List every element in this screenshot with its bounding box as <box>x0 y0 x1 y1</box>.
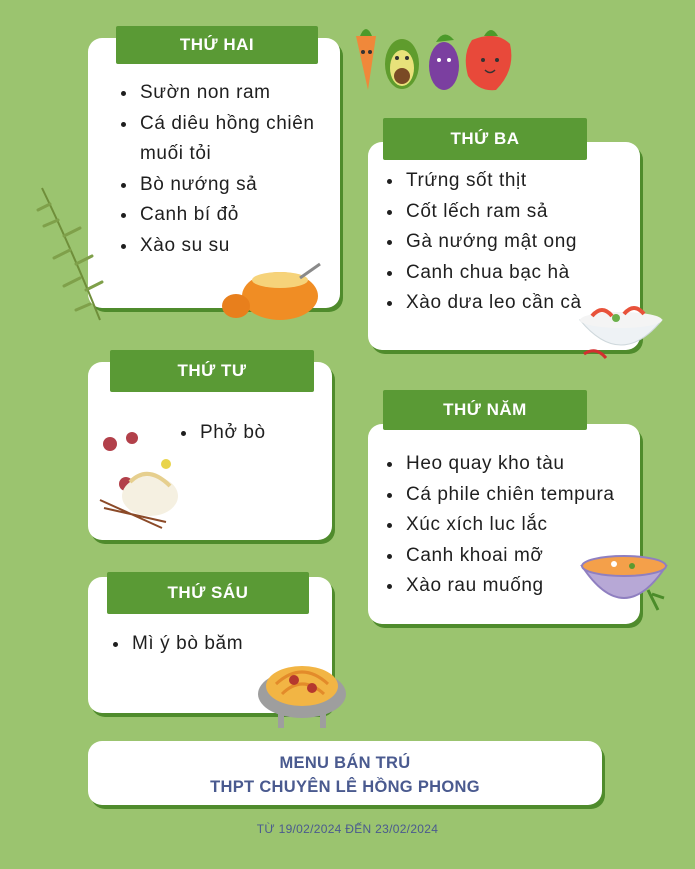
list-item: • Gà nướng mật ong <box>404 227 582 258</box>
list-item: • Mì ý bò băm <box>130 629 243 660</box>
list-item: • Xào su su <box>138 231 315 262</box>
list-item: • Bò nướng sả <box>138 170 315 201</box>
list-item: • Cốt lếch ram sả <box>404 197 582 228</box>
list-item: • Trứng sốt thịt <box>404 166 582 197</box>
list-item: • Canh bí đỏ <box>138 200 315 231</box>
friday-menu-list <box>108 629 243 660</box>
list-item: • Xào dưa leo cần cà <box>404 288 582 319</box>
monday-label: THỨ HAI <box>116 26 318 64</box>
list-item: • Canh chua bạc hà <box>404 258 582 289</box>
thursday-label: THỨ NĂM <box>383 390 587 430</box>
wednesday-label: THỨ TƯ <box>110 350 314 392</box>
purple-soup-bowl-icon <box>578 548 670 618</box>
list-item: • Cá phile chiên tempura <box>404 480 615 511</box>
list-item: • Canh khoai mỡ <box>404 541 615 572</box>
list-item: • Heo quay kho tàu <box>404 449 615 480</box>
spaghetti-bowl-icon <box>254 650 350 730</box>
list-item: • Phở bò <box>198 418 266 449</box>
footer-title: MENU BÁN TRÚ <box>279 754 411 772</box>
pho-noodle-icon <box>96 424 182 530</box>
footer-title-card <box>88 741 602 805</box>
date-range: TỪ 19/02/2024 ĐẾN 23/02/2024 <box>256 822 439 836</box>
list-item: muối tỏi <box>140 143 212 164</box>
list-item: • Xúc xích luc lắc <box>404 510 615 541</box>
monday-menu-list <box>116 78 315 261</box>
friday-label: THỨ SÁU <box>107 572 309 614</box>
vegetable-characters-icon <box>346 18 518 98</box>
tuesday-menu-list <box>382 166 582 319</box>
tuesday-label: THỨ BA <box>383 118 587 160</box>
footer-school-name: THPT CHUYÊN LÊ HỒNG PHONG <box>210 778 480 796</box>
wednesday-menu-list <box>176 418 266 449</box>
herb-sprig-icon <box>30 180 110 330</box>
pumpkin-soup-icon <box>220 262 324 324</box>
list-item: • Xào rau muống <box>404 571 615 602</box>
list-item: • Sườn non ram <box>138 78 315 109</box>
shrimp-salad-bowl-icon <box>576 300 666 362</box>
list-item: • Cá diêu hồng chiên <box>138 109 315 140</box>
